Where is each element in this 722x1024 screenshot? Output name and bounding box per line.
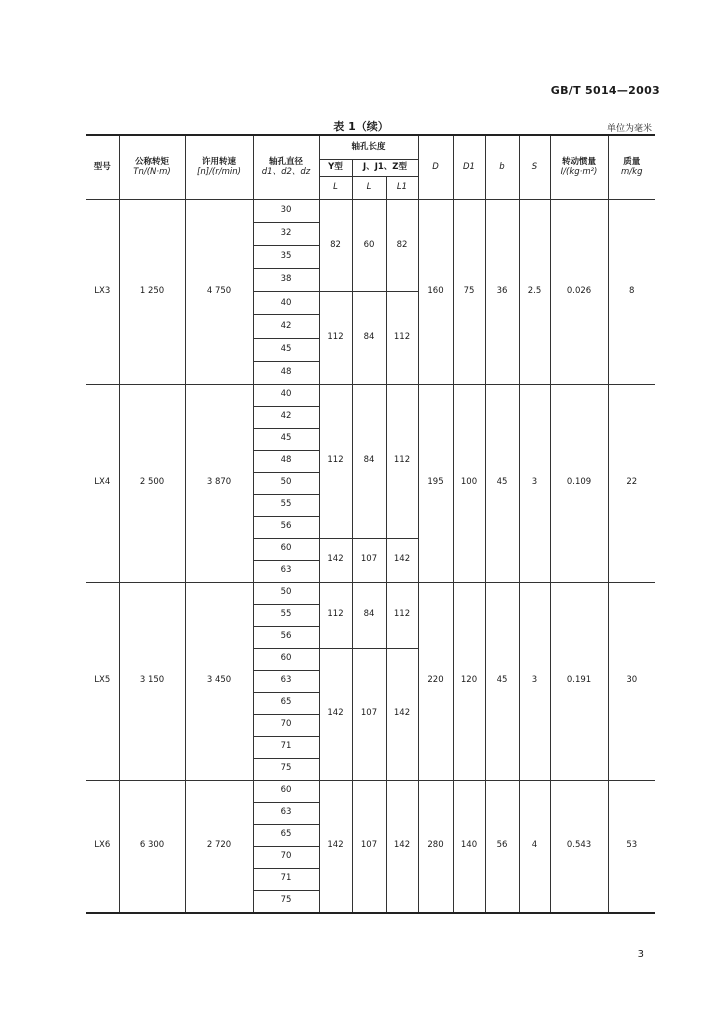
- col-L-j: L: [352, 177, 386, 200]
- bore-cell: 70: [253, 714, 319, 736]
- col-model: 型号: [86, 135, 119, 200]
- length-J-cell: 84: [352, 384, 386, 538]
- length-L1-cell: 112: [386, 384, 418, 538]
- speed-cell: 2 720: [185, 780, 253, 913]
- col-speed: 许用转速 [n]/(r/min): [185, 135, 253, 200]
- length-L-cell: 82: [319, 200, 352, 292]
- col-mass: 质量 m/kg: [608, 135, 655, 200]
- col-D: D: [418, 135, 453, 200]
- D-cell: 195: [418, 384, 453, 582]
- b-cell: 45: [485, 384, 519, 582]
- bore-cell: 65: [253, 692, 319, 714]
- bore-cell: 42: [253, 406, 319, 428]
- group-LX6: [86, 780, 655, 913]
- S-cell: 3: [519, 384, 550, 582]
- torque-cell: 3 150: [119, 582, 185, 780]
- speed-cell: 3 870: [185, 384, 253, 582]
- length-L-cell: 142: [319, 538, 352, 582]
- bore-cell: 45: [253, 338, 319, 361]
- bore-cell: 40: [253, 292, 319, 315]
- D1-cell: 75: [453, 200, 485, 385]
- col-y-type: Y型: [319, 160, 352, 177]
- bore-cell: 42: [253, 315, 319, 338]
- page-number: 3: [637, 949, 644, 960]
- length-J-cell: 84: [352, 582, 386, 648]
- bore-cell: 70: [253, 846, 319, 868]
- bore-cell: 65: [253, 824, 319, 846]
- length-L1-cell: 82: [386, 200, 418, 292]
- col-b: b: [485, 135, 519, 200]
- b-cell: 56: [485, 780, 519, 913]
- col-L-y: L: [319, 177, 352, 200]
- inertia-cell: 0.109: [550, 384, 608, 582]
- col-L1: L1: [386, 177, 418, 200]
- group-LX5: [86, 582, 655, 780]
- bore-cell: 75: [253, 890, 319, 913]
- bore-cell: 63: [253, 560, 319, 582]
- D-cell: 220: [418, 582, 453, 780]
- bore-cell: 71: [253, 868, 319, 890]
- group-LX4: [86, 384, 655, 582]
- bore-cell: 48: [253, 361, 319, 384]
- col-bore: 轴孔直径 d1、d2、dz: [253, 135, 319, 200]
- D-cell: 280: [418, 780, 453, 913]
- length-L-cell: 112: [319, 582, 352, 648]
- inertia-cell: 0.543: [550, 780, 608, 913]
- length-L-cell: 142: [319, 780, 352, 913]
- b-cell: 36: [485, 200, 519, 385]
- bore-cell: 60: [253, 780, 319, 802]
- length-L1-cell: 142: [386, 538, 418, 582]
- bore-cell: 50: [253, 582, 319, 604]
- length-J-cell: 60: [352, 200, 386, 292]
- S-cell: 4: [519, 780, 550, 913]
- bore-cell: 40: [253, 384, 319, 406]
- D1-cell: 120: [453, 582, 485, 780]
- bore-cell: 55: [253, 494, 319, 516]
- D1-cell: 100: [453, 384, 485, 582]
- coupling-parameters-table: [86, 134, 655, 914]
- bore-cell: 50: [253, 472, 319, 494]
- mass-cell: 30: [608, 582, 655, 780]
- bore-cell: 75: [253, 758, 319, 780]
- D-cell: 160: [418, 200, 453, 385]
- torque-cell: 1 250: [119, 200, 185, 385]
- model-cell: LX4: [86, 384, 119, 582]
- length-L-cell: 142: [319, 648, 352, 780]
- speed-cell: 3 450: [185, 582, 253, 780]
- bore-cell: 60: [253, 538, 319, 560]
- col-torque: 公称转矩 Tn/(N·m): [119, 135, 185, 200]
- bore-cell: 30: [253, 200, 319, 223]
- col-length-group: 轴孔长度: [319, 135, 418, 160]
- col-inertia: 转动惯量 I/(kg·m²): [550, 135, 608, 200]
- inertia-cell: 0.191: [550, 582, 608, 780]
- length-L1-cell: 142: [386, 648, 418, 780]
- bore-cell: 55: [253, 604, 319, 626]
- mass-cell: 53: [608, 780, 655, 913]
- length-L-cell: 112: [319, 292, 352, 384]
- mass-cell: 22: [608, 384, 655, 582]
- model-cell: LX5: [86, 582, 119, 780]
- mass-cell: 8: [608, 200, 655, 385]
- S-cell: 3: [519, 582, 550, 780]
- inertia-cell: 0.026: [550, 200, 608, 385]
- torque-cell: 6 300: [119, 780, 185, 913]
- bore-cell: 35: [253, 246, 319, 269]
- b-cell: 45: [485, 582, 519, 780]
- length-J-cell: 107: [352, 648, 386, 780]
- bore-cell: 63: [253, 670, 319, 692]
- bore-cell: 56: [253, 516, 319, 538]
- table-caption: 表 1（续）: [333, 120, 389, 133]
- bore-cell: 38: [253, 269, 319, 292]
- bore-cell: 60: [253, 648, 319, 670]
- bore-cell: 48: [253, 450, 319, 472]
- S-cell: 2.5: [519, 200, 550, 385]
- length-L-cell: 112: [319, 384, 352, 538]
- bore-cell: 71: [253, 736, 319, 758]
- length-J-cell: 107: [352, 780, 386, 913]
- standard-number: GB/T 5014—2003: [550, 84, 660, 97]
- length-J-cell: 84: [352, 292, 386, 384]
- length-L1-cell: 112: [386, 582, 418, 648]
- speed-cell: 4 750: [185, 200, 253, 385]
- length-L1-cell: 112: [386, 292, 418, 384]
- col-j-type: J、J1、Z型: [352, 160, 418, 177]
- length-L1-cell: 142: [386, 780, 418, 913]
- D1-cell: 140: [453, 780, 485, 913]
- col-S: S: [519, 135, 550, 200]
- col-D1: D1: [453, 135, 485, 200]
- unit-label: 单位为毫米: [606, 124, 652, 134]
- model-cell: LX3: [86, 200, 119, 385]
- bore-cell: 56: [253, 626, 319, 648]
- torque-cell: 2 500: [119, 384, 185, 582]
- group-LX3: [86, 200, 655, 385]
- bore-cell: 45: [253, 428, 319, 450]
- model-cell: LX6: [86, 780, 119, 913]
- bore-cell: 63: [253, 802, 319, 824]
- bore-cell: 32: [253, 223, 319, 246]
- length-J-cell: 107: [352, 538, 386, 582]
